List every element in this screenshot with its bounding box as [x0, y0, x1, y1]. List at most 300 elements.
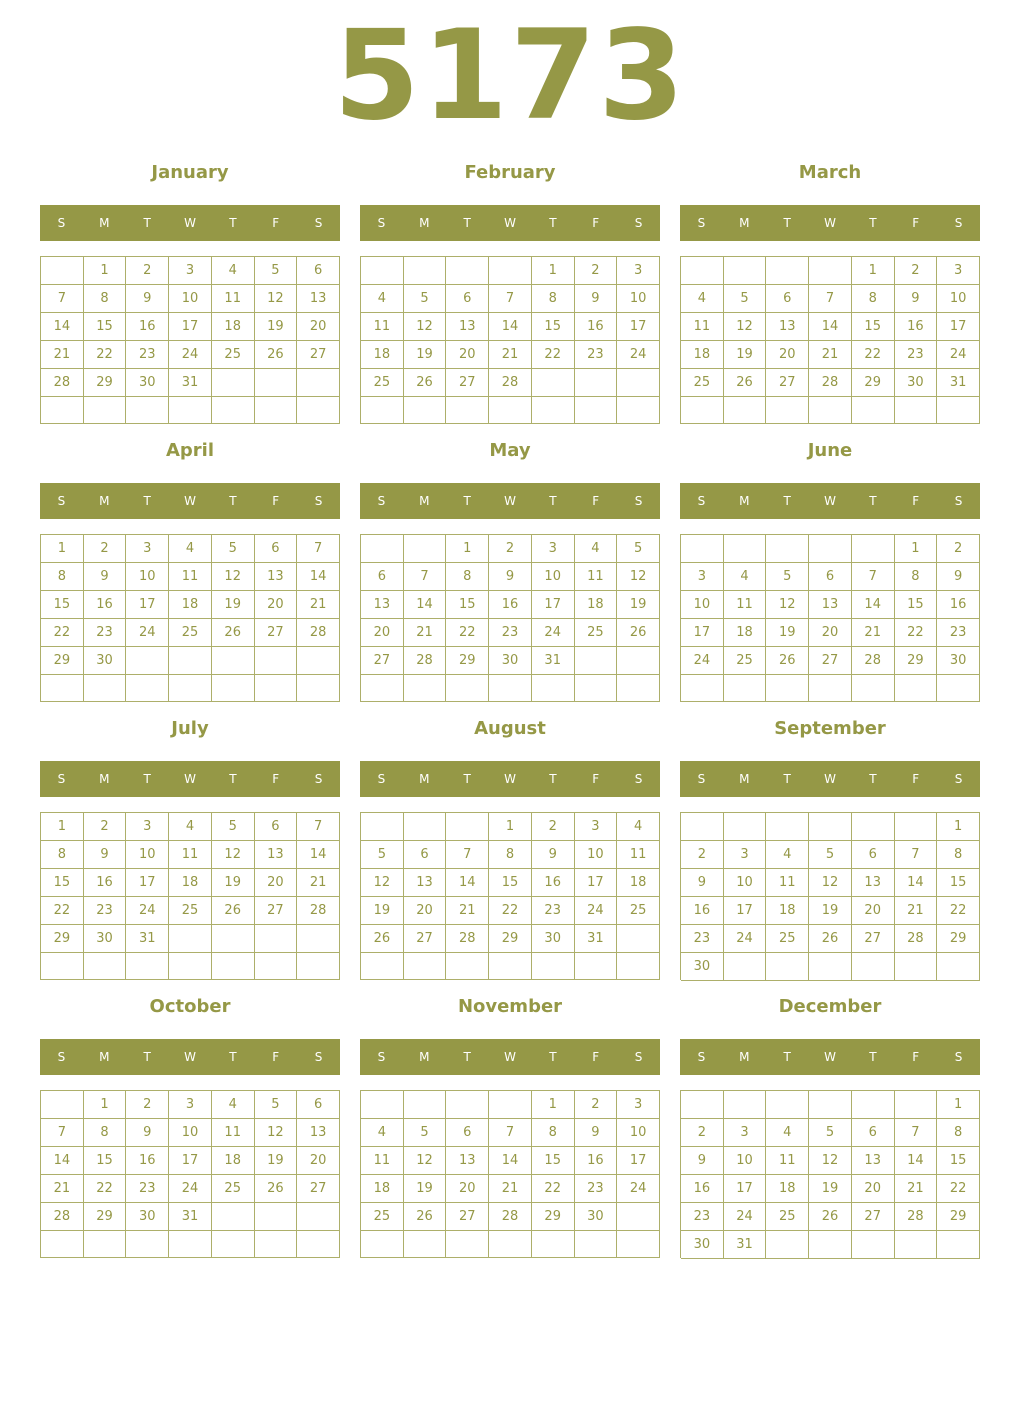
day-cell: 13	[446, 313, 489, 341]
weekday-label: F	[272, 1050, 280, 1064]
day-cell: 11	[169, 563, 212, 591]
empty-cell	[617, 1231, 660, 1258]
day-cell: 31	[126, 925, 169, 953]
empty-cell	[766, 675, 809, 702]
day-cell: 4	[575, 535, 618, 563]
empty-cell	[852, 1091, 895, 1119]
day-cell: 1	[937, 813, 980, 841]
day-cell: 24	[617, 1175, 660, 1203]
day-cell: 28	[41, 369, 84, 397]
day-cell: 3	[617, 1091, 660, 1119]
day-cell: 12	[255, 285, 298, 313]
empty-cell	[895, 953, 938, 981]
day-cell: 6	[446, 1119, 489, 1147]
day-cell: 10	[169, 285, 212, 313]
day-cell: 26	[617, 619, 660, 647]
day-cell: 3	[617, 257, 660, 285]
day-grid	[360, 256, 660, 424]
month-name: December	[778, 996, 882, 1017]
day-cell: 5	[361, 841, 404, 869]
empty-cell	[169, 647, 212, 675]
day-cell: 8	[41, 563, 84, 591]
day-cell: 11	[212, 285, 255, 313]
day-cell: 19	[404, 341, 447, 369]
day-cell: 11	[681, 313, 724, 341]
weekday-label: T	[869, 494, 877, 508]
empty-cell	[446, 675, 489, 702]
day-cell: 26	[809, 925, 852, 953]
day-cell: 30	[84, 647, 127, 675]
weekday-label: M	[419, 494, 430, 508]
weekday-header	[40, 483, 340, 519]
day-cell: 20	[297, 313, 340, 341]
day-cell: 16	[895, 313, 938, 341]
empty-cell	[297, 1203, 340, 1231]
day-cell: 22	[41, 619, 84, 647]
weekday-label: W	[824, 494, 836, 508]
empty-cell	[809, 397, 852, 424]
weekday-label: T	[549, 216, 557, 230]
day-cell: 23	[126, 1175, 169, 1203]
weekday-label: F	[912, 772, 920, 786]
day-cell: 8	[84, 1119, 127, 1147]
empty-cell	[361, 675, 404, 702]
day-cell: 29	[41, 647, 84, 675]
day-cell: 7	[489, 285, 532, 313]
day-cell: 30	[575, 1203, 618, 1231]
day-cell: 27	[361, 647, 404, 675]
empty-cell	[446, 1091, 489, 1119]
day-cell: 13	[255, 841, 298, 869]
day-cell: 20	[255, 869, 298, 897]
weekday-label: W	[504, 216, 516, 230]
day-cell: 27	[404, 925, 447, 953]
day-cell: 7	[41, 285, 84, 313]
day-cell: 10	[532, 563, 575, 591]
day-cell: 19	[809, 1175, 852, 1203]
weekday-header	[40, 205, 340, 241]
day-cell: 28	[297, 897, 340, 925]
day-cell: 16	[681, 897, 724, 925]
weekday-label: T	[463, 1050, 471, 1064]
day-cell: 3	[169, 257, 212, 285]
day-cell: 2	[937, 535, 980, 563]
empty-cell	[852, 1231, 895, 1259]
day-cell: 7	[809, 285, 852, 313]
weekday-label: F	[272, 772, 280, 786]
day-cell: 7	[297, 813, 340, 841]
weekday-label: S	[314, 1050, 323, 1064]
day-cell: 23	[126, 341, 169, 369]
empty-cell	[297, 647, 340, 675]
year-title: 5173	[333, 4, 687, 148]
day-cell: 21	[489, 341, 532, 369]
empty-cell	[895, 813, 938, 841]
day-cell: 8	[532, 285, 575, 313]
weekday-label: M	[99, 494, 110, 508]
weekday-label: F	[592, 494, 600, 508]
empty-cell	[852, 397, 895, 424]
day-cell: 30	[126, 369, 169, 397]
weekday-label: T	[229, 772, 237, 786]
day-cell: 7	[297, 535, 340, 563]
day-cell: 2	[575, 1091, 618, 1119]
day-cell: 29	[41, 925, 84, 953]
weekday-label: T	[549, 772, 557, 786]
day-cell: 18	[212, 1147, 255, 1175]
empty-cell	[84, 1231, 127, 1258]
day-cell: 21	[297, 869, 340, 897]
day-cell: 22	[489, 897, 532, 925]
empty-cell	[361, 1091, 404, 1119]
empty-cell	[724, 257, 767, 285]
day-cell: 4	[766, 841, 809, 869]
empty-cell	[404, 257, 447, 285]
empty-cell	[766, 953, 809, 981]
empty-cell	[895, 397, 938, 424]
day-cell: 7	[404, 563, 447, 591]
day-cell: 12	[617, 563, 660, 591]
day-cell: 25	[617, 897, 660, 925]
empty-cell	[212, 369, 255, 397]
weekday-label: F	[912, 216, 920, 230]
day-cell: 13	[404, 869, 447, 897]
weekday-label: W	[504, 494, 516, 508]
day-cell: 10	[681, 591, 724, 619]
empty-cell	[575, 675, 618, 702]
weekday-label: S	[57, 1050, 66, 1064]
weekday-label: T	[143, 1050, 151, 1064]
day-cell: 1	[895, 535, 938, 563]
weekday-label: S	[697, 494, 706, 508]
day-cell: 13	[766, 313, 809, 341]
day-cell: 6	[404, 841, 447, 869]
day-cell: 25	[766, 925, 809, 953]
day-cell: 14	[446, 869, 489, 897]
weekday-label: W	[184, 772, 196, 786]
weekday-label: T	[463, 494, 471, 508]
day-cell: 19	[809, 897, 852, 925]
day-cell: 18	[766, 1175, 809, 1203]
day-cell: 16	[575, 1147, 618, 1175]
empty-cell	[681, 257, 724, 285]
weekday-label: W	[184, 216, 196, 230]
empty-cell	[212, 1231, 255, 1258]
empty-cell	[297, 1231, 340, 1258]
empty-cell	[404, 1091, 447, 1119]
day-cell: 2	[575, 257, 618, 285]
weekday-label: S	[954, 1050, 963, 1064]
empty-cell	[617, 647, 660, 675]
day-cell: 22	[937, 897, 980, 925]
day-cell: 27	[446, 369, 489, 397]
day-cell: 16	[126, 313, 169, 341]
empty-cell	[766, 813, 809, 841]
day-cell: 14	[852, 591, 895, 619]
day-cell: 28	[41, 1203, 84, 1231]
day-cell: 28	[404, 647, 447, 675]
day-grid	[40, 256, 340, 424]
empty-cell	[617, 925, 660, 953]
empty-cell	[489, 675, 532, 702]
weekday-label: W	[824, 772, 836, 786]
empty-cell	[575, 953, 618, 980]
day-cell: 18	[681, 341, 724, 369]
empty-cell	[489, 257, 532, 285]
weekday-label: S	[377, 494, 386, 508]
day-cell: 22	[41, 897, 84, 925]
day-cell: 15	[84, 313, 127, 341]
day-cell: 19	[255, 1147, 298, 1175]
day-cell: 26	[255, 341, 298, 369]
weekday-label: T	[783, 772, 791, 786]
empty-cell	[361, 257, 404, 285]
day-cell: 13	[297, 1119, 340, 1147]
weekday-header	[680, 205, 980, 241]
day-cell: 26	[255, 1175, 298, 1203]
day-cell: 10	[169, 1119, 212, 1147]
empty-cell	[724, 397, 767, 424]
day-cell: 8	[84, 285, 127, 313]
day-grid	[40, 1090, 340, 1258]
weekday-label: M	[739, 1050, 750, 1064]
empty-cell	[766, 397, 809, 424]
empty-cell	[681, 813, 724, 841]
day-cell: 28	[852, 647, 895, 675]
weekday-label: W	[824, 216, 836, 230]
day-cell: 31	[937, 369, 980, 397]
day-cell: 24	[724, 925, 767, 953]
day-cell: 3	[681, 563, 724, 591]
day-cell: 2	[895, 257, 938, 285]
empty-cell	[937, 675, 980, 702]
empty-cell	[297, 925, 340, 953]
empty-cell	[575, 369, 618, 397]
day-grid	[360, 812, 660, 980]
month-name: March	[798, 162, 862, 183]
day-cell: 19	[212, 869, 255, 897]
empty-cell	[255, 925, 298, 953]
weekday-header	[40, 1039, 340, 1075]
empty-cell	[446, 257, 489, 285]
day-cell: 27	[297, 1175, 340, 1203]
day-cell: 23	[681, 925, 724, 953]
day-cell: 3	[724, 1119, 767, 1147]
day-cell: 3	[126, 535, 169, 563]
day-cell: 8	[446, 563, 489, 591]
day-cell: 18	[575, 591, 618, 619]
day-cell: 21	[404, 619, 447, 647]
empty-cell	[895, 675, 938, 702]
weekday-label: F	[592, 1050, 600, 1064]
empty-cell	[41, 257, 84, 285]
day-cell: 24	[169, 341, 212, 369]
day-cell: 20	[297, 1147, 340, 1175]
day-cell: 14	[41, 1147, 84, 1175]
day-cell: 12	[766, 591, 809, 619]
empty-cell	[809, 675, 852, 702]
empty-cell	[852, 675, 895, 702]
day-cell: 23	[532, 897, 575, 925]
empty-cell	[404, 535, 447, 563]
day-cell: 24	[681, 647, 724, 675]
weekday-label: M	[99, 772, 110, 786]
day-cell: 12	[255, 1119, 298, 1147]
day-cell: 21	[852, 619, 895, 647]
day-cell: 4	[724, 563, 767, 591]
day-cell: 1	[852, 257, 895, 285]
day-cell: 18	[169, 591, 212, 619]
day-cell: 29	[532, 1203, 575, 1231]
empty-cell	[532, 675, 575, 702]
day-cell: 6	[255, 535, 298, 563]
day-cell: 4	[212, 257, 255, 285]
day-cell: 13	[255, 563, 298, 591]
weekday-label: W	[184, 494, 196, 508]
day-cell: 15	[532, 1147, 575, 1175]
weekday-label: T	[549, 494, 557, 508]
day-cell: 17	[532, 591, 575, 619]
day-cell: 2	[489, 535, 532, 563]
day-cell: 18	[361, 1175, 404, 1203]
empty-cell	[212, 647, 255, 675]
day-cell: 15	[41, 869, 84, 897]
day-cell: 15	[937, 869, 980, 897]
day-cell: 24	[724, 1203, 767, 1231]
weekday-label: S	[634, 772, 643, 786]
day-cell: 24	[126, 619, 169, 647]
day-cell: 1	[532, 1091, 575, 1119]
day-cell: 2	[681, 841, 724, 869]
day-cell: 7	[895, 1119, 938, 1147]
empty-cell	[809, 257, 852, 285]
day-cell: 6	[255, 813, 298, 841]
weekday-label: T	[143, 494, 151, 508]
day-cell: 21	[895, 1175, 938, 1203]
empty-cell	[212, 397, 255, 424]
day-cell: 29	[937, 1203, 980, 1231]
day-cell: 1	[84, 257, 127, 285]
empty-cell	[255, 369, 298, 397]
day-cell: 17	[126, 869, 169, 897]
month-name: September	[774, 718, 886, 739]
weekday-label: S	[314, 216, 323, 230]
empty-cell	[169, 397, 212, 424]
day-cell: 1	[489, 813, 532, 841]
empty-cell	[404, 813, 447, 841]
day-cell: 2	[681, 1119, 724, 1147]
month-name: January	[151, 162, 229, 183]
weekday-label: W	[184, 1050, 196, 1064]
empty-cell	[41, 1231, 84, 1258]
day-cell: 20	[404, 897, 447, 925]
day-cell: 27	[809, 647, 852, 675]
weekday-label: S	[697, 772, 706, 786]
day-cell: 20	[446, 1175, 489, 1203]
day-cell: 17	[681, 619, 724, 647]
day-cell: 15	[532, 313, 575, 341]
weekday-header	[360, 205, 660, 241]
empty-cell	[575, 1231, 618, 1258]
day-cell: 2	[532, 813, 575, 841]
day-cell: 17	[724, 1175, 767, 1203]
weekday-label: T	[229, 1050, 237, 1064]
empty-cell	[255, 647, 298, 675]
weekday-label: M	[419, 216, 430, 230]
day-cell: 10	[617, 285, 660, 313]
day-cell: 30	[895, 369, 938, 397]
day-cell: 12	[212, 563, 255, 591]
day-cell: 19	[255, 313, 298, 341]
day-cell: 11	[361, 1147, 404, 1175]
weekday-header	[360, 1039, 660, 1075]
empty-cell	[809, 535, 852, 563]
day-cell: 14	[895, 1147, 938, 1175]
day-cell: 9	[84, 841, 127, 869]
day-cell: 22	[895, 619, 938, 647]
day-cell: 28	[895, 925, 938, 953]
day-cell: 9	[681, 869, 724, 897]
weekday-label: S	[57, 216, 66, 230]
day-cell: 18	[169, 869, 212, 897]
month-name: July	[171, 718, 209, 739]
weekday-label: T	[869, 1050, 877, 1064]
empty-cell	[361, 813, 404, 841]
empty-cell	[446, 953, 489, 980]
day-cell: 30	[681, 1231, 724, 1259]
day-cell: 22	[84, 341, 127, 369]
weekday-label: S	[314, 772, 323, 786]
day-cell: 10	[724, 869, 767, 897]
day-cell: 27	[255, 897, 298, 925]
day-cell: 26	[212, 897, 255, 925]
day-cell: 23	[937, 619, 980, 647]
empty-cell	[681, 675, 724, 702]
weekday-label: T	[783, 1050, 791, 1064]
day-cell: 11	[169, 841, 212, 869]
day-cell: 2	[126, 257, 169, 285]
weekday-label: T	[143, 216, 151, 230]
day-grid	[680, 256, 980, 424]
day-cell: 13	[361, 591, 404, 619]
day-cell: 5	[809, 1119, 852, 1147]
day-cell: 14	[809, 313, 852, 341]
day-cell: 12	[809, 869, 852, 897]
day-cell: 17	[937, 313, 980, 341]
day-cell: 9	[937, 563, 980, 591]
day-cell: 23	[84, 897, 127, 925]
empty-cell	[297, 953, 340, 980]
day-cell: 9	[489, 563, 532, 591]
day-cell: 15	[446, 591, 489, 619]
day-cell: 5	[404, 285, 447, 313]
day-cell: 9	[575, 285, 618, 313]
day-cell: 15	[41, 591, 84, 619]
empty-cell	[126, 1231, 169, 1258]
empty-cell	[212, 1203, 255, 1231]
day-cell: 17	[169, 1147, 212, 1175]
empty-cell	[126, 647, 169, 675]
day-cell: 24	[169, 1175, 212, 1203]
day-cell: 22	[937, 1175, 980, 1203]
day-cell: 1	[41, 813, 84, 841]
day-cell: 22	[532, 341, 575, 369]
day-cell: 16	[532, 869, 575, 897]
day-cell: 22	[446, 619, 489, 647]
weekday-label: M	[739, 772, 750, 786]
day-cell: 5	[255, 257, 298, 285]
day-cell: 8	[41, 841, 84, 869]
